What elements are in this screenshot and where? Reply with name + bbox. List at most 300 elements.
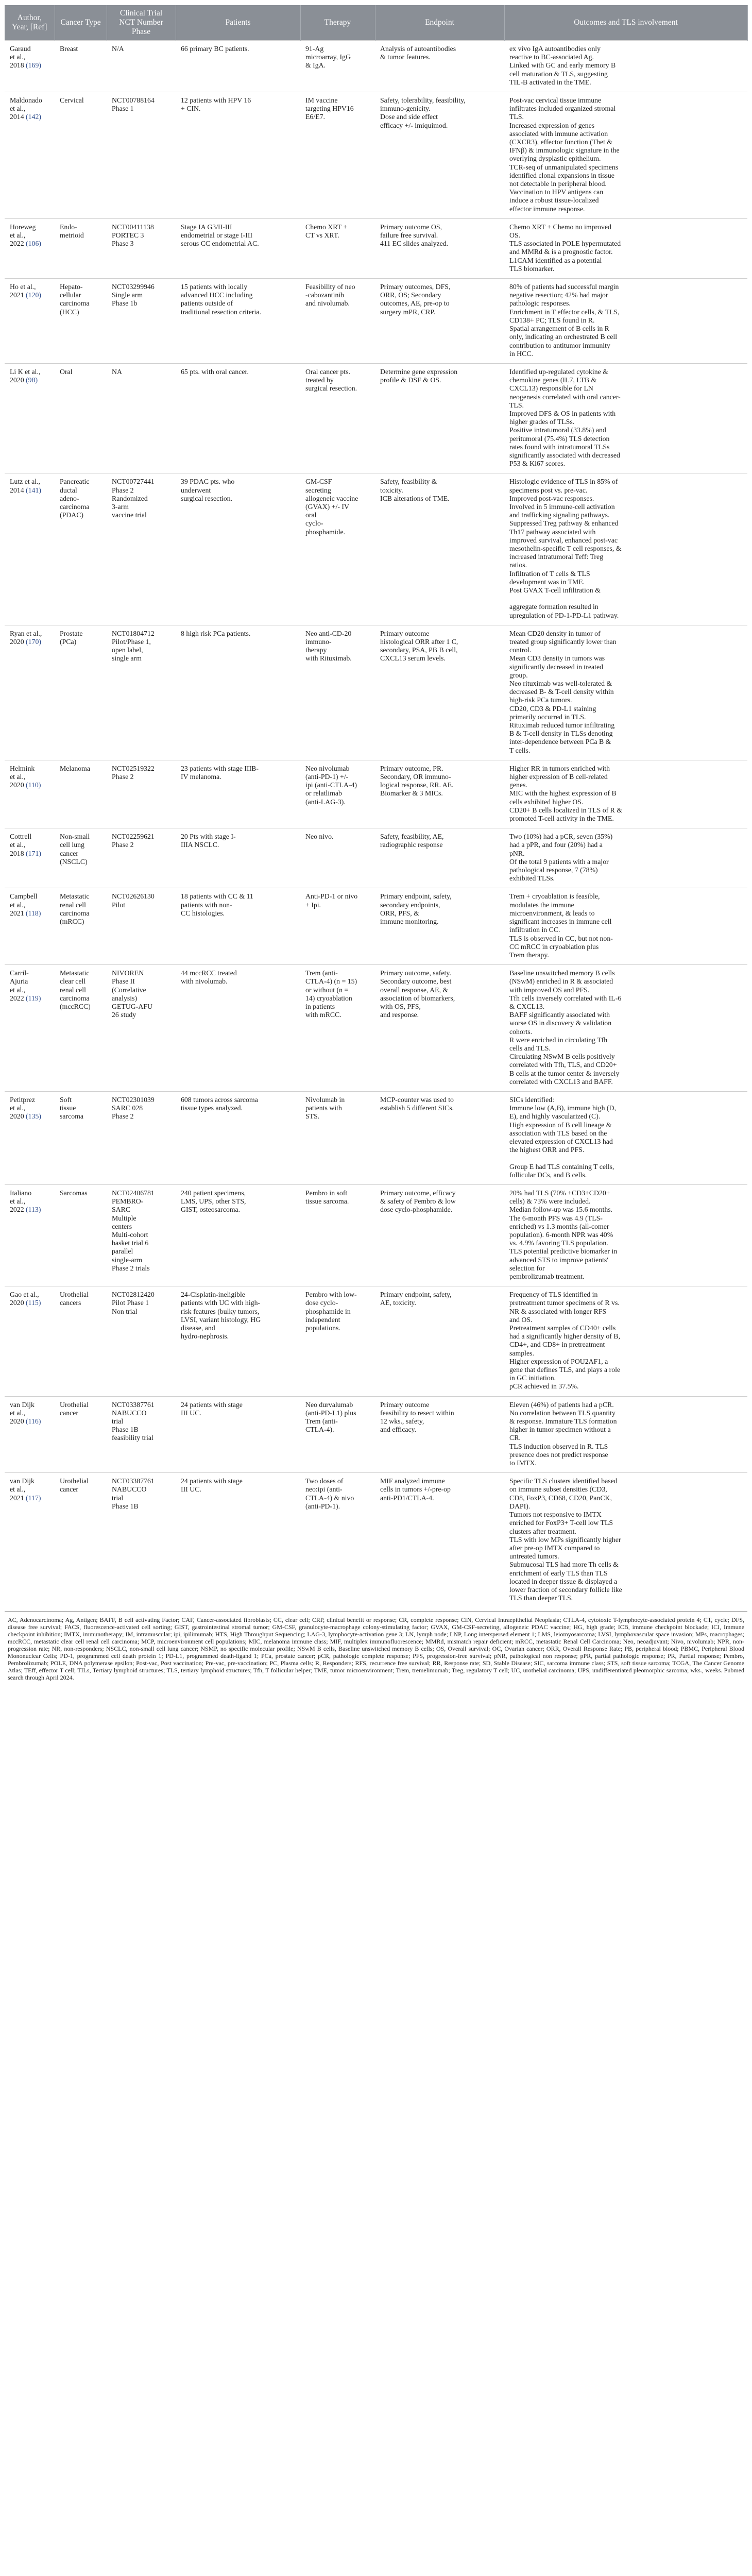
cell-trial — [107, 1184, 176, 1286]
cell-endpoint — [375, 1473, 504, 1608]
cell-outcome-line: cells and TLS. — [509, 1044, 551, 1052]
column-header-therapy: Therapy — [300, 5, 375, 41]
cell-trial-line: NCT02406781 — [112, 1189, 155, 1197]
cell-endpoint-line: Secondary outcome, best — [380, 977, 452, 986]
cell-outcome-line: Th17 pathway associated with — [509, 528, 596, 536]
cell-therapy-line: Neo nivolumab — [305, 764, 350, 772]
table-row — [5, 1091, 747, 1184]
cell-author-year — [10, 909, 49, 918]
cell-therapy-line: in patients — [305, 1002, 335, 1010]
cell-author-year — [10, 850, 49, 858]
cell-outcome-line: pretreatment tumor specimens of R vs. — [509, 1299, 620, 1307]
cell-author-line: Horeweg — [10, 223, 36, 231]
cell-cancer-type-line: ductal — [60, 486, 77, 494]
cell-author-line: 2022 — [10, 994, 26, 1002]
cell-trial-line: trial — [112, 1494, 124, 1502]
reference-link[interactable]: (169) — [26, 61, 41, 70]
reference-link[interactable]: (115) — [26, 1299, 41, 1307]
cell-cancer-type-line: (HCC) — [60, 308, 79, 316]
table-row — [5, 92, 747, 219]
table-body — [5, 41, 747, 1608]
cell-therapy-line: with mRCC. — [305, 1011, 341, 1019]
cell-trial-line: NCT03387761 — [112, 1400, 155, 1409]
cell-outcome — [504, 1396, 747, 1473]
cell-therapy-line: GM-CSF — [305, 478, 332, 486]
cell-endpoint-line: ORR, OS; Secondary — [380, 291, 441, 299]
cell-outcome-line: gene that defines TLS, and plays a role — [509, 1366, 621, 1374]
cell-therapy-line: Trem (anti- — [305, 1417, 338, 1426]
cell-author-line: 2022 — [10, 1206, 26, 1214]
cell-patients-line: IV melanoma. — [181, 773, 221, 781]
cell-outcome-line: development was in TME. — [509, 578, 585, 586]
cell-outcome-line: neogenesis correlated with oral cancer- — [509, 393, 621, 401]
cell-author-line: Garaud — [10, 45, 31, 53]
cell-outcome — [504, 1473, 747, 1608]
cell-author-line: Gao et al., — [10, 1291, 39, 1299]
cell-patients — [176, 41, 300, 92]
cell-author-line: 2020 — [10, 376, 26, 384]
table-row — [5, 1286, 747, 1396]
cell-endpoint-line: secondary endpoints, — [380, 901, 440, 909]
reference-link[interactable]: (170) — [26, 638, 41, 646]
cell-therapy-line: Feasibility of neo — [305, 283, 355, 291]
cell-outcome-line: TLS induction observed in R. TLS — [509, 1442, 608, 1450]
cell-trial — [107, 760, 176, 828]
cell-patients-line: 39 PDAC pts. who — [181, 478, 235, 486]
cell-endpoint-line: immuno-genicity. — [380, 105, 431, 113]
cell-patients — [176, 1286, 300, 1396]
cell-outcome-line: (CXCR3), effector function (Tbet & — [509, 138, 613, 146]
cell-cancer-type — [55, 965, 107, 1092]
cell-trial-line: NABUCCO — [112, 1409, 147, 1417]
cell-author-line: Campbell — [10, 892, 38, 901]
cell-trial-line: NCT00411138 — [112, 223, 154, 231]
cell-author — [5, 1286, 55, 1396]
cell-endpoint-line: immune monitoring. — [380, 918, 439, 926]
cell-trial-line: basket trial 6 — [112, 1239, 149, 1247]
cell-outcome-line: in GC initiation. — [509, 1374, 556, 1382]
cell-endpoint-line: Primary endpoint, safety, — [380, 892, 452, 901]
cell-outcome-line: specimens post vs. pre-vac. — [509, 486, 588, 494]
cell-trial-line: PORTEC 3 — [112, 231, 144, 240]
cell-outcome-line: significantly associated with decreased — [509, 451, 620, 459]
cell-outcome-line: pCR achieved in 37.5%. — [509, 1382, 579, 1391]
cell-trial — [107, 888, 176, 965]
cell-trial-line: Phase 2 — [112, 1112, 134, 1121]
cell-outcome-line: CD8, FoxP3, CD68, CD20, PanCK, — [509, 1494, 612, 1502]
cell-outcome-line: Spatial arrangement of B cells in R — [509, 325, 609, 333]
cell-patients — [176, 363, 300, 473]
cell-therapy-line: -cabozantinib — [305, 291, 345, 299]
cell-author-line: et al., — [10, 105, 26, 113]
cell-cancer-type-line: (PCa) — [60, 638, 77, 646]
cell-outcome-line: group. — [509, 671, 528, 679]
reference-link[interactable]: (116) — [26, 1417, 41, 1426]
cell-author-line: et al., — [10, 841, 26, 849]
cell-outcome-line: ex vivo IgA autoantibodies only — [509, 45, 601, 53]
cell-outcome-line: pathologic responses. — [509, 299, 571, 308]
cell-patients-line: 24 patients with stage — [181, 1477, 243, 1485]
cell-patients-line: GIST, osteosarcoma. — [181, 1206, 241, 1214]
cell-cancer-type-line: clear cell — [60, 977, 86, 986]
cell-endpoint-line: ICB alterations of TME. — [380, 494, 450, 502]
cell-cancer-type-line: (PDAC) — [60, 511, 83, 519]
cell-cancer-type-line: Oral — [60, 367, 73, 376]
cell-outcome — [504, 1286, 747, 1396]
cell-therapy — [300, 828, 375, 888]
cell-endpoint-line: Analysis of autoantibodies — [380, 45, 456, 53]
cell-author-line: Ryan et al., — [10, 629, 42, 637]
column-header-endpoint: Endpoint — [375, 5, 504, 41]
cell-trial-line: Single arm — [112, 291, 143, 299]
cell-therapy-line: IM vaccine — [305, 96, 338, 105]
reference-link[interactable]: (110) — [26, 781, 41, 789]
table-container — [5, 5, 747, 1681]
reference-link[interactable]: (106) — [26, 240, 41, 248]
cell-author-year — [10, 994, 49, 1003]
cell-outcome-line: T cells. — [509, 746, 531, 754]
cell-outcome-line: samples. — [509, 1349, 534, 1357]
cell-outcome-line: Histologic evidence of TLS in 85% of — [509, 478, 618, 486]
cell-therapy-line: surgical resection. — [305, 384, 357, 393]
cell-outcome-line: elevated expression of CXCL13 had — [509, 1137, 613, 1145]
cell-outcome-line: Two (10%) had a pCR, seven (35%) — [509, 833, 613, 841]
cell-author — [5, 760, 55, 828]
cell-endpoint — [375, 92, 504, 219]
cell-patients — [176, 1473, 300, 1608]
cell-outcome-line: Submucosal TLS had more Th cells & — [509, 1561, 619, 1569]
cell-outcome-line: mesothelin-specific T cell responses, & — [509, 544, 622, 552]
cell-therapy-line: Neo nivo. — [305, 833, 334, 841]
cell-author-line: 2014 — [10, 486, 26, 494]
cell-therapy-line: Pembro in soft — [305, 1189, 348, 1197]
cell-outcome-line: rates found with intratumoral TLSs — [509, 443, 610, 451]
cell-endpoint-line: Primary outcome OS, — [380, 223, 442, 231]
cell-trial-line: Phase 2 trials — [112, 1264, 150, 1272]
cell-endpoint — [375, 828, 504, 888]
cell-trial-line: feasibility trial — [112, 1434, 153, 1442]
reference-link[interactable]: (117) — [26, 1494, 41, 1502]
cell-outcome-line: Increased expression of genes — [509, 121, 595, 129]
cell-therapy — [300, 625, 375, 760]
cell-outcome-line: negative resection; 42% had major — [509, 291, 608, 299]
cell-therapy — [300, 279, 375, 364]
column-header-trial: Clinical Trial NCT Number Phase — [107, 5, 176, 41]
cell-cancer-type-line: renal cell — [60, 986, 86, 994]
cell-therapy-line: + Ipi. — [305, 901, 321, 909]
cell-therapy-line: Trem (anti- — [305, 969, 338, 977]
cell-outcome-line: Involved in 5 immune-cell activation — [509, 502, 615, 511]
cell-trial-line: parallel — [112, 1247, 133, 1256]
cell-endpoint-line: AE, toxicity. — [380, 1299, 416, 1307]
cell-endpoint — [375, 218, 504, 278]
cell-endpoint-line: 12 wks., safety, — [380, 1417, 424, 1426]
cell-outcome-line: 20% had TLS (70% +CD3+CD20+ — [509, 1189, 610, 1197]
cell-cancer-type — [55, 1286, 107, 1396]
table-row — [5, 473, 747, 625]
cell-therapy-line: STS. — [305, 1112, 320, 1121]
cell-endpoint-line: and response. — [380, 1011, 419, 1019]
cell-outcome-line: (NSwM) enriched in R & associated — [509, 977, 613, 986]
cell-outcome-line: TLS potential predictive biomarker in — [509, 1247, 618, 1256]
cell-outcome-line: & CXCL13. — [509, 1002, 545, 1010]
cell-outcome-line: advanced STS to improve patients' — [509, 1256, 608, 1264]
cell-outcome-line: clusters after treatment. — [509, 1527, 576, 1535]
reference-link[interactable]: (119) — [26, 994, 41, 1002]
cell-outcome-line: on immune subset densities (CD3, — [509, 1485, 607, 1494]
cell-trial-line: open label, — [112, 646, 143, 654]
cell-patients — [176, 279, 300, 364]
cell-endpoint-line: Safety, feasibility, AE, — [380, 833, 444, 841]
cell-trial-line: Phase 2 — [112, 773, 134, 781]
cell-endpoint-line: Safety, feasibility & — [380, 478, 437, 486]
cell-therapy-line: (anti-PD-1) +/- — [305, 773, 349, 781]
cell-outcome-line: TCR-seq of unmanipulated specimens — [509, 163, 619, 171]
cell-therapy-line: (anti-PD-L1) plus — [305, 1409, 356, 1417]
cell-patients-line: 24 patients with stage — [181, 1400, 243, 1409]
cell-outcome-line: Neo rituximab was well-tolerated & — [509, 680, 612, 688]
column-header-author: Author, Year, [Ref] — [5, 5, 55, 41]
cell-therapy — [300, 1396, 375, 1473]
cell-outcome-line: Frequency of TLS identified in — [509, 1291, 598, 1299]
table-row — [5, 760, 747, 828]
cell-trial-line: NCT03387761 — [112, 1477, 155, 1485]
cell-outcome-line: effector immune response. — [509, 205, 585, 213]
cell-author-line: Maldonado — [10, 96, 42, 105]
cell-endpoint-line: MIF analyzed immune — [380, 1477, 445, 1485]
cell-author — [5, 1473, 55, 1608]
cell-outcome-line: E), and highly vascularized (C). — [509, 1112, 601, 1121]
cell-cancer-type — [55, 1473, 107, 1608]
cell-trial-line: Phase II — [112, 977, 135, 986]
cell-patients — [176, 625, 300, 760]
cell-therapy — [300, 965, 375, 1092]
cell-therapy-line: CT vs XRT. — [305, 231, 339, 240]
cell-endpoint-line: Primary endpoint, safety, — [380, 1291, 452, 1299]
cell-outcome-line: association with TLS based on the — [509, 1129, 607, 1137]
cell-author-line: Ajuria — [10, 977, 28, 986]
table-row — [5, 888, 747, 965]
cell-therapy-line: populations. — [305, 1324, 340, 1332]
cell-therapy-line: treated by — [305, 376, 334, 384]
cell-therapy-line: ipi (anti-CTLA-4) — [305, 781, 357, 789]
cell-author-line: 2021 — [10, 291, 26, 299]
cell-endpoint-line: Determine gene expression — [380, 367, 458, 376]
cell-cancer-type-line: cancer — [60, 1485, 78, 1494]
cell-endpoint-line: feasibility to resect within — [380, 1409, 454, 1417]
cell-outcome-line: L1CAM identified as a potential — [509, 256, 602, 264]
cell-cancer-type-line: (mccRCC) — [60, 1002, 91, 1010]
cell-cancer-type — [55, 363, 107, 473]
column-header-outcomes: Outcomes and TLS involvement — [504, 5, 747, 41]
cell-trial-line: analysis) — [112, 994, 138, 1002]
cell-therapy-line: (anti-PD-1). — [305, 1502, 340, 1510]
cell-author — [5, 1091, 55, 1184]
cell-outcome-line: P53 & Ki67 scores. — [509, 460, 566, 468]
cell-therapy-line: Neo anti-CD-20 — [305, 629, 352, 637]
cell-cancer-type-line: adeno- — [60, 494, 79, 502]
cell-trial-line: 3-arm — [112, 502, 129, 511]
cell-outcome-line: peritumoral (75.4%) TLS detection — [509, 434, 610, 443]
cell-author — [5, 1396, 55, 1473]
cell-outcome-line: Trem therapy. — [509, 951, 549, 959]
cell-trial-line: NCT03299946 — [112, 283, 155, 291]
cell-patients-line: with nivolumab. — [181, 977, 228, 986]
cell-therapy-line: tissue sarcoma. — [305, 1197, 349, 1206]
cell-author-line: Cottrell — [10, 833, 32, 841]
column-header-cancer-type: Cancer Type — [55, 5, 107, 41]
cell-cancer-type-line: Urothelial — [60, 1400, 89, 1409]
cell-outcome-line: No correlation between TLS quantity — [509, 1409, 616, 1417]
cell-endpoint — [375, 888, 504, 965]
cell-outcome-line: Post-vac cervical tissue immune — [509, 96, 602, 105]
cell-outcome — [504, 363, 747, 473]
cell-cancer-type — [55, 92, 107, 219]
cell-author-line: van Dijk — [10, 1477, 35, 1485]
cell-author — [5, 218, 55, 278]
cell-therapy-line: or without (n = — [305, 986, 349, 994]
cell-therapy-line: (anti-LAG-3). — [305, 798, 346, 806]
cell-patients-line: 15 patients with locally — [181, 283, 248, 291]
cell-outcome-line: untreated tumors. — [509, 1552, 559, 1561]
cell-endpoint-line: radiographic response — [380, 841, 443, 849]
reference-link[interactable]: (120) — [26, 291, 41, 299]
cell-outcome-line: CD138+ PC; TLS found in R. — [509, 316, 595, 324]
cell-outcome-line: Enrichment in T effector cells, & TLS, — [509, 308, 620, 316]
cell-outcome-line: primarily occurred in TLS. — [509, 713, 586, 721]
cell-outcome-line: pembrolizumab treatment. — [509, 1273, 585, 1281]
cell-outcome-line: the highest ORR and PFS. — [509, 1146, 585, 1154]
cell-cancer-type-line: tissue — [60, 1104, 76, 1112]
cell-endpoint-line: efficacy +/- imiquimod. — [380, 121, 448, 129]
cell-endpoint-line: & tumor features. — [380, 53, 431, 61]
table-row — [5, 965, 747, 1092]
cell-author-line: Lutz et al., — [10, 478, 40, 486]
cell-outcome-line: Chemo XRT + Chemo no improved — [509, 223, 611, 231]
cell-outcome-line: CD20+ B cells localized in TLS of R & — [509, 806, 623, 814]
cell-therapy — [300, 41, 375, 92]
cell-patients-line: CC histologies. — [181, 909, 225, 917]
cell-trial-line: Phase 3 — [112, 240, 134, 248]
cell-outcome-line: TLS with low MPs significantly higher — [509, 1535, 621, 1544]
cell-outcome-line: population). 6-month NPR was 40% — [509, 1231, 613, 1239]
cell-author-year — [10, 486, 49, 495]
cell-patients-line: traditional resection criteria. — [181, 308, 261, 316]
cell-outcome-line: treated group significantly lower than — [509, 638, 617, 646]
cell-trial-line: NCT02259621 — [112, 833, 155, 841]
table-row — [5, 218, 747, 278]
cell-therapy-line: microarray, IgG — [305, 53, 351, 61]
cell-therapy-line: phosphamide. — [305, 528, 346, 536]
cell-author-year — [10, 113, 49, 121]
cell-outcome-line: cells exhibited higher OS. — [509, 798, 584, 806]
cell-outcome-line: Tumors not responsive to IMTX — [509, 1511, 602, 1519]
cell-trial-line: SARC 028 — [112, 1104, 143, 1112]
cell-author-year — [10, 291, 49, 299]
cell-patients-line: underwent — [181, 486, 211, 494]
cell-patients-line: 18 patients with CC & 11 — [181, 892, 253, 901]
cell-therapy — [300, 1184, 375, 1286]
cell-outcome-line: Specific TLS clusters identified based — [509, 1477, 618, 1485]
cell-trial-line: trial — [112, 1417, 124, 1426]
cell-therapy-line: independent — [305, 1315, 340, 1324]
cell-outcome-line: Improved post-vac responses. — [509, 494, 594, 502]
cell-author — [5, 888, 55, 965]
cell-patients-line: + CIN. — [181, 105, 201, 113]
cell-patients-line: 23 patients with stage IIIB- — [181, 764, 259, 772]
cell-endpoint-line: ORR, PFS, & — [380, 909, 419, 917]
cell-trial-line: NIVOREN — [112, 969, 144, 977]
cell-patients-line: 240 patient specimens, — [181, 1189, 246, 1197]
cell-patients-line: Stage IA G3/II-III — [181, 223, 232, 231]
cell-endpoint — [375, 1091, 504, 1184]
cell-endpoint-line: and efficacy. — [380, 1426, 417, 1434]
cell-outcome-line: and MMRd & is a prognostic factor. — [509, 248, 613, 256]
cell-cancer-type-line: Pancreatic — [60, 478, 90, 486]
cell-cancer-type-line: Prostate — [60, 629, 83, 637]
cell-outcome-line: inter-dependence between PCa B & — [509, 738, 611, 746]
cell-trial-line: N/A — [112, 45, 124, 53]
cell-outcome-line: significant increases in immune cell — [509, 918, 612, 926]
cell-endpoint-line: profile & DSF & OS. — [380, 376, 441, 384]
cell-trial-line: Pilot — [112, 901, 126, 909]
reference-link[interactable]: (142) — [26, 113, 41, 121]
cell-endpoint-line: with OS, PFS, — [380, 1002, 421, 1010]
cell-outcome-line: exhibited TLSs. — [509, 874, 555, 883]
cell-endpoint-line: dose cyclo-phosphamide. — [380, 1206, 453, 1214]
reference-link[interactable]: (113) — [26, 1206, 41, 1214]
cell-trial-line: PEMBRO- — [112, 1197, 144, 1206]
cell-outcome — [504, 218, 747, 278]
table-row — [5, 1473, 747, 1608]
cell-author-line: et al., — [10, 231, 26, 240]
cell-author-line: et al., — [10, 986, 26, 994]
cell-trial — [107, 1396, 176, 1473]
cell-endpoint-line: cells in tumors +/-pre-op — [380, 1485, 451, 1494]
cell-cancer-type-line: Metastatic — [60, 892, 90, 901]
cell-endpoint-line: surgery mPR, CRP. — [380, 308, 436, 316]
cell-outcome-line: CC mRCC in cryoablation plus — [509, 942, 599, 951]
reference-link[interactable]: (98) — [26, 376, 38, 384]
cell-cancer-type-line: cancers — [60, 1299, 81, 1307]
cell-endpoint — [375, 760, 504, 828]
cell-trial-line: NCT02519322 — [112, 764, 155, 772]
cell-outcome-line: contribution to antitumor immunity — [509, 341, 610, 349]
cell-outcome-line: Pretreatment samples of CD40+ cells — [509, 1324, 616, 1332]
cell-therapy-line: and nivolumab. — [305, 299, 350, 308]
cell-therapy-line: dose cyclo- — [305, 1299, 338, 1307]
reference-link[interactable]: (171) — [26, 849, 41, 857]
table-row — [5, 625, 747, 760]
cell-outcome-line: TLS. — [509, 113, 524, 121]
cell-outcome-line: TLS is observed in CC, but not non- — [509, 934, 613, 942]
cell-patients-line: IIIA NSCLC. — [181, 841, 219, 849]
cell-cancer-type — [55, 1091, 107, 1184]
cell-patients-line: endometrial or stage I-III — [181, 231, 253, 240]
reference-link[interactable]: (141) — [26, 486, 41, 494]
cell-cancer-type-line: Urothelial — [60, 1477, 89, 1485]
reference-link[interactable]: (135) — [26, 1112, 41, 1121]
cell-outcome-line: had a pPR, and four (20%) had a — [509, 841, 603, 849]
cell-outcome — [504, 888, 747, 965]
cell-therapy-line: patients with — [305, 1104, 342, 1112]
cell-outcome-line: Linked with GC and early memory B — [509, 61, 616, 70]
cell-therapy-line: immuno- — [305, 638, 332, 646]
reference-link[interactable]: (118) — [26, 909, 41, 917]
cell-cancer-type — [55, 760, 107, 828]
cell-outcome-line: vs. 4.9% favoring TLS population. — [509, 1239, 608, 1247]
table-row — [5, 41, 747, 92]
